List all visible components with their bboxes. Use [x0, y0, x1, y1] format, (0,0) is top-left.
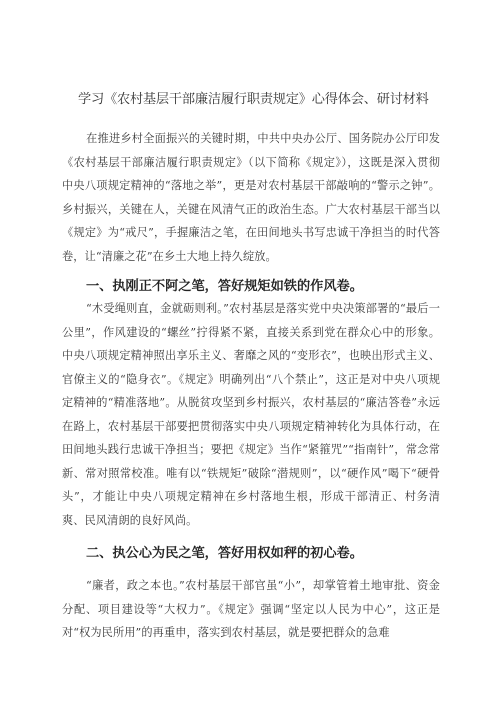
section-1-paragraph	[62, 297, 440, 532]
section-2-paragraph	[62, 574, 440, 645]
section-2-heading: 二、执公心为民之笔，答好用权如秤的初心卷。	[86, 546, 363, 561]
intro-paragraph	[62, 127, 440, 268]
section-2-text: “廉者，政之本也。”农村基层干部官虽“小”，却掌管着土地审批、资金分配、项目建设等“大权力”。《规定》强调“坚定以人民为中心”，这正是对“权为民所用”的再重申，落实到农村基层，就是要把群众的急难	[62, 579, 440, 639]
document-title: 学习《农村基层干部廉洁履行职责规定》心得体会、研讨材料	[78, 92, 429, 107]
section-1-text: “木受绳则直，金就砺则利。”农村基层是落实党中央决策部署的“最后一公里”，作风建设的“螺丝”拧得紧不紧，直接关系到党在群众心中的形象。中央八项规定精神照出享乐主义、奢靡之风的“变形衣”，也映出形式主义、官僚主义的“隐身衣”。《规定》明确列出“八个禁止”，这正是对中央八项规定精神的“精准落地”。从脱贫攻坚到乡村振兴，农村基层的“廉洁答卷”永远在路上，农村基层干部要把贯彻落实中央八项规定精神转化为具体行动，在田间地头践行忠诚干净担当；要把《规定》当作“紧箍咒”“指南针”，常念常新、常对照常校准。唯有以“铁规矩”破除“潜规则”，以“硬作风”喝下“硬骨头”，才能让中央八项规定精神在乡村落地生根，形成干部清正、村务清爽、民风清朗的良好风尚。	[62, 302, 440, 527]
intro-text: 在推进乡村全面振兴的关键时期，中共中央办公厅、国务院办公厅印发《农村基层干部廉洁履行职责规定》（以下简称《规定》），这既是深入贯彻中央八项规定精神的“落地之举”，更是对农村基层干部敲响的“警示之钟”。乡村振兴，关键在人，关键在风清气正的政治生态。广大农村基层干部当以《规定》为“戒尺”，手握廉洁之笔，在田间地头书写忠诚干净担当的时代答卷，让“清廉之花”在乡土大地上持久绽放。	[62, 132, 440, 263]
section-1-heading: 一、执刚正不阿之笔，答好规矩如铁的作风卷。	[86, 279, 363, 294]
